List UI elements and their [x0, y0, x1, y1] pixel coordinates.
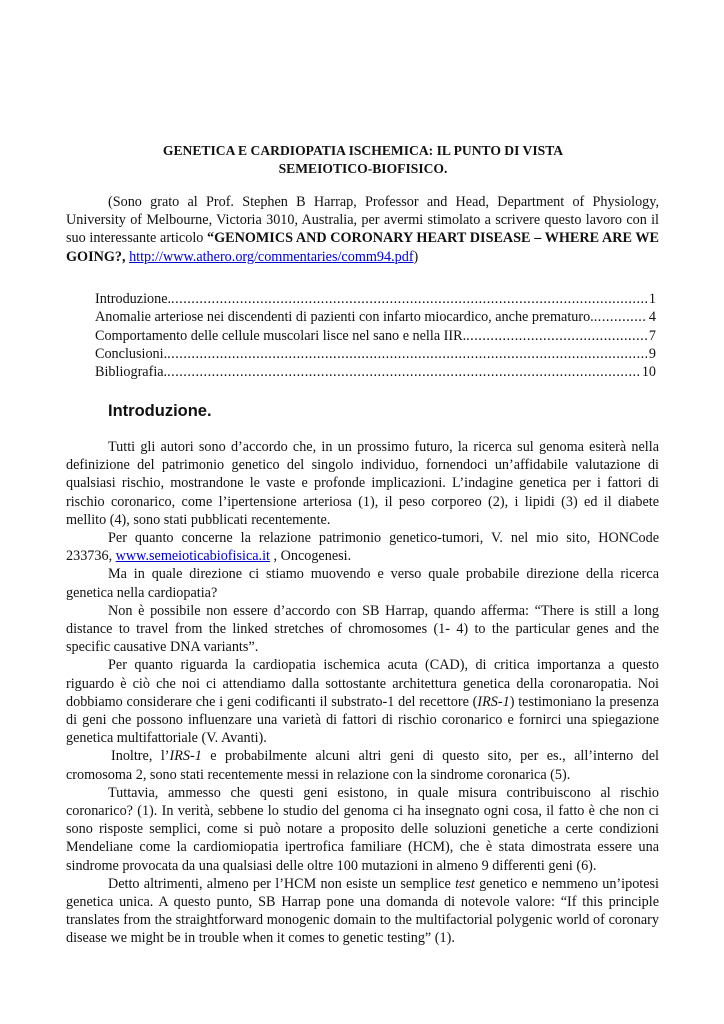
- toc-entry-label: Conclusioni.: [95, 345, 168, 362]
- paragraph-text: Detto altrimenti, almeno per l’HCM non esiste un semplice: [108, 875, 456, 892]
- toc-entry[interactable]: [95, 327, 656, 345]
- toc-entry-page: 10: [641, 364, 656, 381]
- toc-leader: [171, 290, 647, 308]
- paragraph: Tutti gli autori sono d’accordo che, in un prossimo futuro, la ricerca sul genoma esiterà nella definizione del patrimonio genetico del singolo individuo, fornendoci un’affidabile valutazione di qualsiasi rischio, mostrandone le vaste e profonde implicazioni. L’indagine genetica per i fattori di rischio coronarico, come l’ipertensione arteriosa (1), il peso corporeo (2), i lipidi (3) ed il diabete mellito (4), sono stati pubblicati recentemente.: [66, 439, 659, 528]
- paragraph: Non è possibile non essere d’accordo con SB Harrap, quando afferma: “There is still a long distance to travel from the linked stretches of chromosomes (1- 4) to the particular genes and the specific causative DNA variants”.: [66, 602, 659, 656]
- toc-entry-page: 1: [648, 291, 656, 307]
- paragraph-text: ) testimoniano la presenza di geni che possono influenzare una varietà di fattori di rischio coronarico e fornirci una spiegazione genetica multifattoriale (V. Avanti).: [66, 693, 659, 747]
- toc-entry-label: Anomalie arteriose nei discendenti di pazienti con infarto miocardico, anche prematuro.: [95, 309, 594, 326]
- toc-entry-page: 9: [648, 345, 656, 362]
- paragraph: [66, 747, 659, 783]
- paragraph: Ma in quale direzione ci stiamo muovendo e verso quale probabile direzione della ricerca genetica nella cardiopatia?: [66, 566, 659, 601]
- paragraph-text: Inoltre, l’: [111, 748, 170, 765]
- paragraph: [66, 656, 659, 747]
- toc-leader: [466, 327, 647, 345]
- paragraph-text: e probabilmente alcuni altri geni di questo sito, per es., all’interno del cromosoma 2, sono stati recentemente messi in relazione con la sindrome coronarica (5).: [66, 748, 659, 783]
- paragraph: [66, 529, 659, 565]
- section-body: [66, 438, 659, 948]
- toc-leader: [167, 345, 647, 363]
- website-link[interactable]: www.semeioticabiofisica.it: [115, 548, 270, 565]
- toc-entry-page: 4: [648, 309, 656, 326]
- acknowledgement-paragraph: [66, 193, 659, 266]
- paragraph: [66, 875, 659, 948]
- title-line-2: SEMEIOTICO-BIOFISICO.: [278, 161, 448, 176]
- paragraph-text: Per quanto riguarda la cardiopatia ischemica acuta (CAD), di critica importanza a questo riguardo è ciò che noi ci attendiamo dalla sottostante architettura genetica della coronaropatia. Noi dobbiamo considerare che i geni codificanti il substrato-1 del recettore (: [66, 657, 659, 710]
- paragraph: Tuttavia, ammesso che questi geni esistono, in quale misura contribuiscono al rischio coronarico? (1). In verità, sebbene lo studio del genoma ci ha insegnato ogni cosa, il fatto è che non ci sono risposte semplici, come si può notare a proposito delle soluzioni genetiche a certe condizioni Mendeliane come la cardiomiopatia ipertrofica familiare (HCM), che è stata dimostrata essere una sindrome provocata da una qualsiasi delle oltre 100 mutazioni in almeno 9 differenti geni (6).: [66, 784, 659, 874]
- toc-entry-label: Introduzione.: [95, 291, 172, 307]
- italic-term: IRS-1: [169, 748, 202, 765]
- toc-leader: [167, 363, 640, 381]
- title-line-1: GENETICA E CARDIOPATIA ISCHEMICA: IL PUNTO DI VISTA: [162, 143, 564, 158]
- toc-entry[interactable]: [95, 290, 656, 308]
- italic-term: test: [455, 875, 475, 892]
- ack-text: (Sono grato al Prof. Stephen B Harrap, Professor and Head, Department of Physiology, University of Melbourne, Victoria 3010, Australia, per avermi stimolato a scrivere questo lavoro con il suo interessante articolo: [66, 194, 659, 247]
- paragraph-text: Per quanto concerne la relazione patrimonio genetico-tumori, V. nel mio sito, HONCode 233736,: [66, 530, 659, 565]
- toc-entry-label: Comportamento delle cellule muscolari lisce nel sano e nella IIR.: [95, 327, 467, 344]
- ack-close: ): [413, 248, 419, 265]
- article-title: “GENOMICS AND CORONARY HEART DISEASE – WHERE ARE WE GOING?,: [66, 230, 660, 265]
- paragraph-text: , Oncogenesi.: [269, 548, 352, 565]
- document-title: [66, 142, 660, 178]
- section-heading-introduzione: Introduzione.: [108, 402, 212, 420]
- toc-leader: [594, 308, 647, 326]
- table-of-contents: [95, 290, 656, 381]
- toc-entry-label: Bibliografia.: [95, 364, 168, 381]
- toc-entry[interactable]: [95, 308, 656, 326]
- toc-entry[interactable]: [95, 345, 656, 363]
- toc-entry-page: 7: [648, 327, 656, 344]
- paragraph-text: genetico e nemmeno un’ipotesi genetica unica. A questo punto, SB Harrap pone una domanda di notevole valore: “If this principle translates from the straightforward monogenic domain to the multifactorial polygenic world of coronary disease we might be in trouble when it comes to genetic testing” (1).: [66, 875, 659, 947]
- italic-term: IRS-1: [477, 693, 510, 710]
- article-link[interactable]: http://www.athero.org/commentaries/comm94.pdf: [129, 248, 414, 265]
- toc-entry[interactable]: [95, 363, 656, 381]
